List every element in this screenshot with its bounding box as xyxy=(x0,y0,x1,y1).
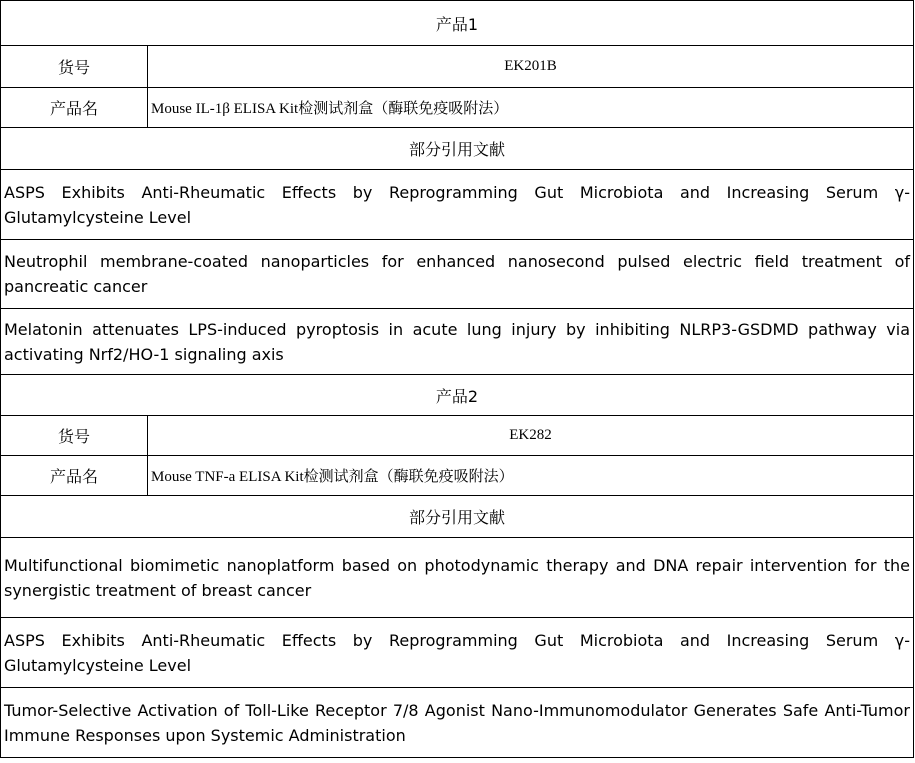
table-row xyxy=(1,170,914,240)
product-2-refs-heading: 部分引用文献 xyxy=(1,496,914,538)
product-1-name: Mouse IL-1β ELISA Kit检测试剂盒（酶联免疫吸附法） xyxy=(148,88,914,128)
product-2-refs-heading-row xyxy=(1,496,914,538)
table-row xyxy=(1,538,914,618)
product-1-name-row xyxy=(1,88,914,128)
product-1-ref-3: Melatonin attenuates LPS-induced pyroptosis in acute lung injury by inhibiting NLRP3-GSDMD pathway via activating Nrf2/HO-1 signaling axis xyxy=(1,309,914,375)
product-2-ref-1: Multifunctional biomimetic nanoplatform based on photodynamic therapy and DNA repair intervention for the synergistic treatment of breast cancer xyxy=(1,538,914,618)
product-1-name-label: 产品名 xyxy=(1,88,148,128)
product-2-code: EK282 xyxy=(148,416,914,456)
product-2-code-row xyxy=(1,416,914,456)
product-1-code-label: 货号 xyxy=(1,46,148,88)
product-1-heading: 产品1 xyxy=(1,1,914,46)
product-2-name-label: 产品名 xyxy=(1,456,148,496)
product-1-code: EK201B xyxy=(148,46,914,88)
product-1-refs-heading: 部分引用文献 xyxy=(1,128,914,170)
table-row xyxy=(1,618,914,688)
table-row xyxy=(1,240,914,309)
product-2-name: Mouse TNF-a ELISA Kit检测试剂盒（酶联免疫吸附法） xyxy=(148,456,914,496)
product-1-heading-row xyxy=(1,1,914,46)
product-1-ref-2: Neutrophil membrane-coated nanoparticles for enhanced nanosecond pulsed electric field treatment of pancreatic cancer xyxy=(1,240,914,309)
product-2-ref-2: ASPS Exhibits Anti-Rheumatic Effects by Reprogramming Gut Microbiota and Increasing Serum γ-Glutamylcysteine Level xyxy=(1,618,914,688)
table-row xyxy=(1,688,914,758)
product-1-ref-1: ASPS Exhibits Anti-Rheumatic Effects by Reprogramming Gut Microbiota and Increasing Serum γ-Glutamylcysteine Level xyxy=(1,170,914,240)
product-1-refs-heading-row xyxy=(1,128,914,170)
product-1-code-row xyxy=(1,46,914,88)
table-row xyxy=(1,309,914,375)
product-2-ref-3: Tumor-Selective Activation of Toll-Like Receptor 7/8 Agonist Nano-Immunomodulator Generates Safe Anti-Tumor Immune Responses upon Systemic Administration xyxy=(1,688,914,758)
product-2-name-row xyxy=(1,456,914,496)
product-2-code-label: 货号 xyxy=(1,416,148,456)
product-2-heading: 产品2 xyxy=(1,375,914,416)
product-2-heading-row xyxy=(1,375,914,416)
